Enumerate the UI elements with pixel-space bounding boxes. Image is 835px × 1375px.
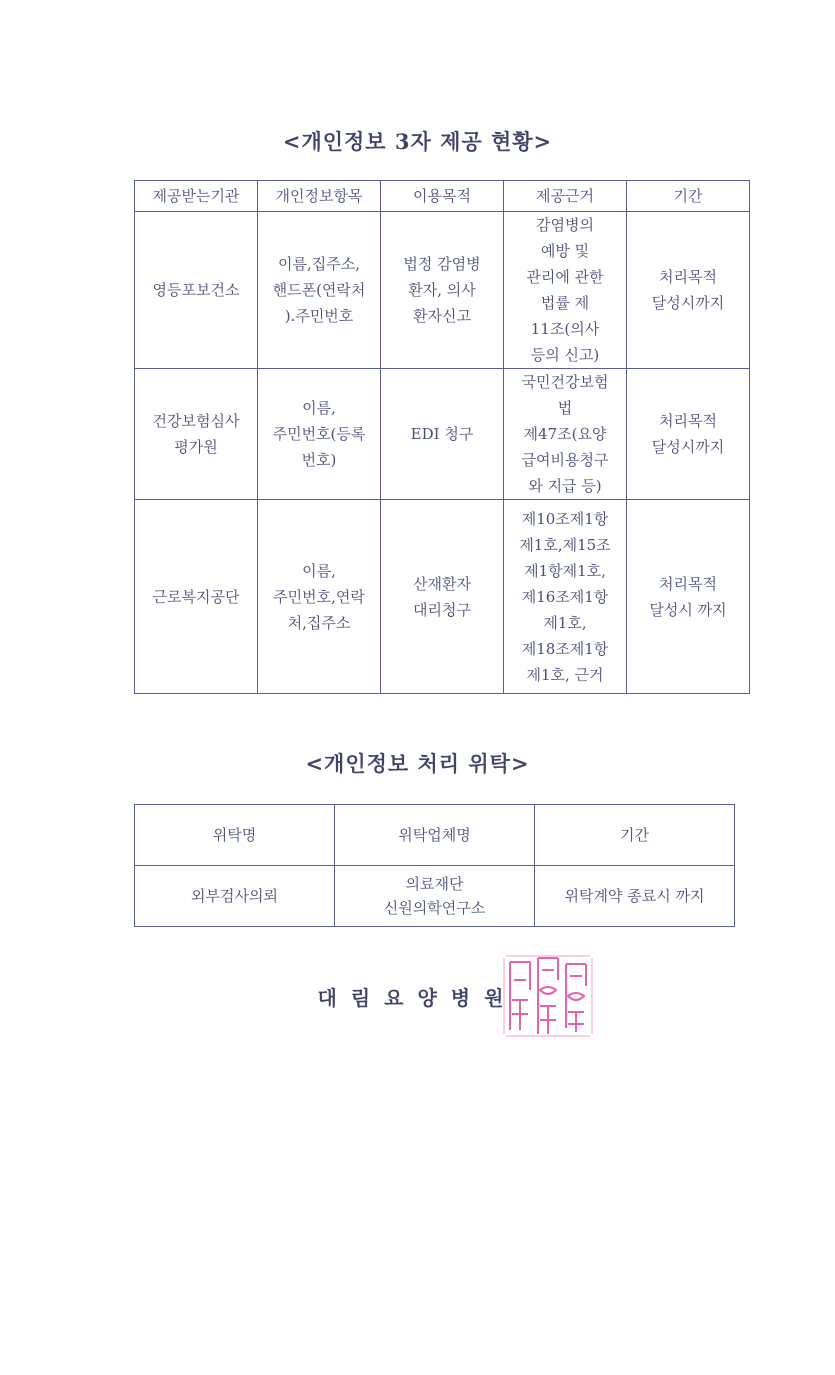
period-cell: 처리목적 달성시까지 [627, 212, 750, 369]
header-cell: 제공받는기관 [135, 181, 258, 212]
header-cell: 개인정보항목 [258, 181, 381, 212]
purpose-cell: EDI 청구 [381, 369, 504, 500]
consignment-period-cell: 위탁계약 종료시 까지 [535, 866, 735, 927]
consignee-company-cell: 의료재단 신원의학연구소 [335, 866, 535, 927]
items-cell: 이름, 주민번호(등록 번호) [258, 369, 381, 500]
header-cell: 기간 [627, 181, 750, 212]
table-row [135, 866, 735, 927]
basis-cell: 제10조제1항 제1호,제15조 제1항제1호, 제16조제1항 제1호, 제18조제1항 제1호, 근거 [504, 500, 627, 694]
third-party-provision-table [134, 180, 750, 694]
purpose-cell: 산재환자 대리청구 [381, 500, 504, 694]
period-cell: 처리목적 달성시 까지 [627, 500, 750, 694]
header-cell: 기간 [535, 805, 735, 866]
header-cell: 제공근거 [504, 181, 627, 212]
table-row [135, 500, 750, 694]
section-title-processing-consignment: <개인정보 처리 위탁> [305, 751, 530, 776]
processing-consignment-table [134, 804, 735, 927]
consignment-name-cell: 외부검사의뢰 [135, 866, 335, 927]
table-header-row [135, 181, 750, 212]
table-row [135, 212, 750, 369]
basis-cell: 국민건강보험 법 제47조(요양 급여비용청구 와 지급 등) [504, 369, 627, 500]
institution-cell: 영등포보건소 [135, 212, 258, 369]
hospital-name: 대림요양병원 [317, 986, 518, 1010]
table-row [135, 369, 750, 500]
header-cell: 위탁업체명 [335, 805, 535, 866]
purpose-cell: 법정 감염병 환자, 의사 환자신고 [381, 212, 504, 369]
basis-cell: 감염병의 예방 및 관리에 관한 법률 제 11조(의사 등의 신고) [504, 212, 627, 369]
items-cell: 이름,집주소, 핸드폰(연락처 ).주민번호 [258, 212, 381, 369]
institution-cell: 근로복지공단 [135, 500, 258, 694]
items-cell: 이름, 주민번호,연락 처,집주소 [258, 500, 381, 694]
official-seal-stamp [500, 950, 596, 1042]
institution-cell: 건강보험심사 평가원 [135, 369, 258, 500]
period-cell: 처리목적 달성시까지 [627, 369, 750, 500]
table-header-row [135, 805, 735, 866]
header-cell: 위탁명 [135, 805, 335, 866]
header-cell: 이용목적 [381, 181, 504, 212]
section-title-third-party: <개인정보 3자 제공 현황> [282, 129, 553, 154]
